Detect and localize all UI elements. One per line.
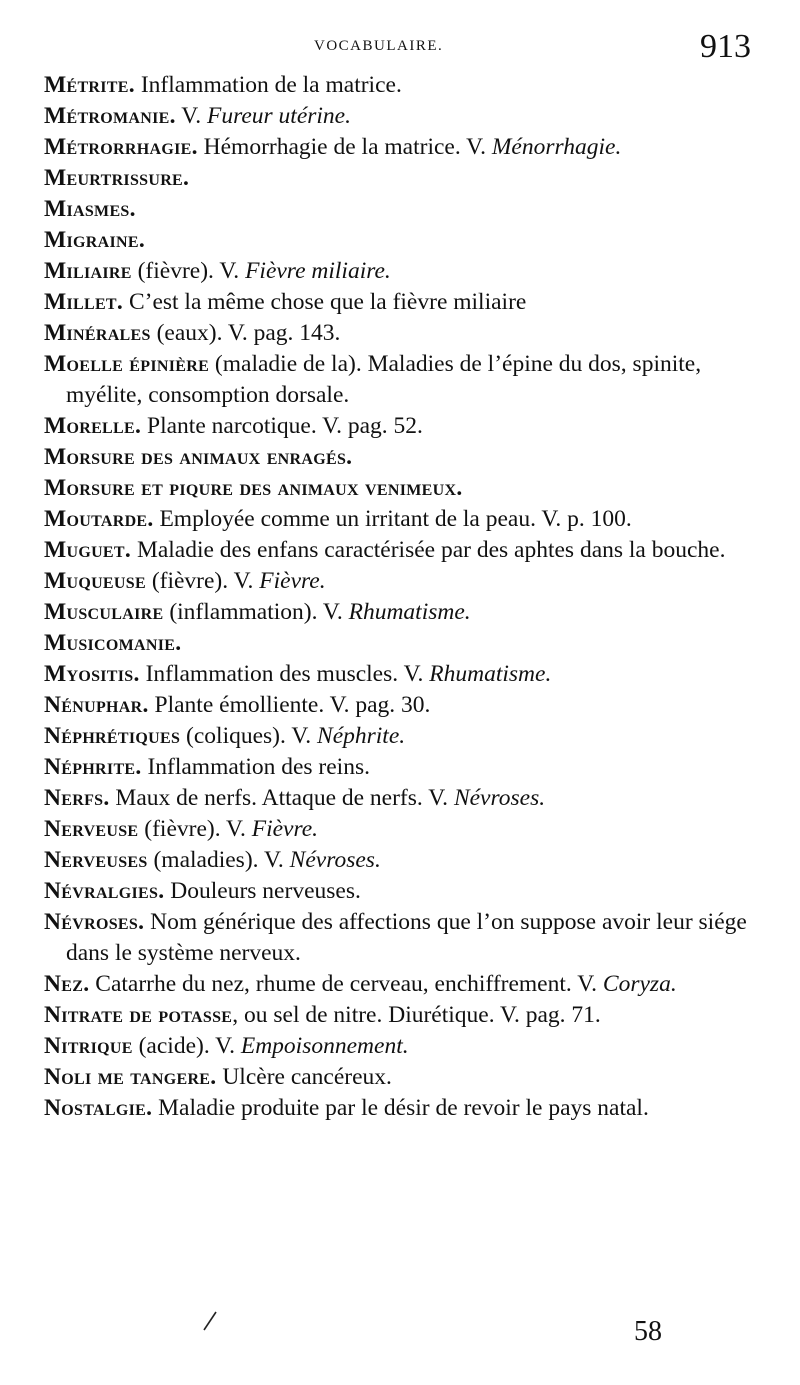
- glossary-entry: [44, 876, 764, 907]
- entry-cross-reference: Fièvre.: [259, 568, 326, 594]
- entry-headword: Métrite.: [44, 72, 135, 98]
- entry-definition: (fièvre). V.: [145, 568, 260, 594]
- glossary-entry: [44, 1031, 764, 1062]
- entry-headword: Nerveuse: [44, 816, 139, 842]
- entry-definition: Inflammation de la matrice.: [134, 72, 402, 98]
- entry-headword: Muqueuse: [44, 568, 146, 594]
- entry-definition: , ou sel de nitre. Diurétique. V. pag. 71.: [232, 1002, 601, 1028]
- glossary-entry: [44, 132, 764, 163]
- glossary-entry: [44, 628, 764, 659]
- entry-cross-reference: Névroses.: [289, 847, 381, 873]
- glossary-entry: [44, 845, 764, 876]
- glossary-entry: [44, 721, 764, 752]
- glossary-entries: [44, 70, 764, 1124]
- entry-headword: Morelle.: [44, 413, 142, 439]
- entry-headword: Musicomanie.: [44, 630, 182, 656]
- entry-headword: Millet.: [44, 289, 124, 315]
- entry-headword: Nitrate de potasse: [44, 1002, 233, 1028]
- entry-headword: Morsure des animaux enragés.: [44, 444, 353, 470]
- entry-definition: (maladie de la). Maladies de l’épine du dos, spinite, myélite, consomption dorsale.: [66, 351, 702, 408]
- entry-definition: (maladies). V.: [147, 847, 290, 873]
- entry-definition: Inflammation des muscles. V.: [139, 661, 430, 687]
- glossary-entry: [44, 194, 764, 225]
- entry-definition: (fièvre). V.: [131, 258, 246, 284]
- running-head: VOCABULAIRE.: [314, 38, 444, 54]
- entry-definition: Catarrhe du nez, rhume de cerveau, enchiffrement. V.: [89, 971, 603, 997]
- entry-definition: (coliques). V.: [180, 723, 318, 749]
- entry-definition: Nom générique des affections que l’on suppose avoir leur siége dans le système nerveux.: [66, 909, 747, 966]
- entry-headword: Nostalgie.: [44, 1095, 153, 1121]
- entry-headword: Nénuphar.: [44, 692, 149, 718]
- entry-headword: Nerfs.: [44, 785, 110, 811]
- entry-headword: Musculaire: [44, 599, 164, 625]
- glossary-entry: [44, 473, 764, 504]
- entry-headword: Nerveuses: [44, 847, 148, 873]
- entry-definition: (acide). V.: [132, 1033, 241, 1059]
- glossary-entry: [44, 659, 764, 690]
- entry-headword: Noli me tangere.: [44, 1064, 217, 1090]
- glossary-entry: [44, 814, 764, 845]
- entry-headword: Migraine.: [44, 227, 145, 253]
- entry-definition: Inflammation des reins.: [141, 754, 370, 780]
- entry-cross-reference: Névroses.: [453, 785, 546, 811]
- entry-cross-reference: Ménorrhagie.: [491, 134, 622, 160]
- entry-definition: (fièvre). V.: [138, 816, 252, 842]
- glossary-entry: [44, 318, 764, 349]
- glossary-entry: [44, 1062, 764, 1093]
- entry-headword: Néphrite.: [44, 754, 142, 780]
- entry-headword: Meurtrissure.: [44, 165, 190, 191]
- entry-definition: Maladie des enfans caractérisée par des aphtes dans la bouche.: [131, 537, 726, 563]
- page-header: [0, 28, 800, 66]
- entry-headword: Nitrique: [44, 1033, 133, 1059]
- glossary-entry: [44, 442, 764, 473]
- glossary-entry: [44, 70, 764, 101]
- entry-definition: Plante émolliente. V. pag. 30.: [148, 692, 431, 718]
- entry-definition: C’est la même chose que la fièvre miliaire: [123, 289, 527, 315]
- entry-headword: Myositis.: [44, 661, 140, 687]
- glossary-entry: [44, 566, 764, 597]
- glossary-entry: [44, 287, 764, 318]
- glossary-entry: [44, 1000, 764, 1031]
- entry-headword: Moutarde.: [44, 506, 154, 532]
- glossary-entry: [44, 690, 764, 721]
- entry-definition: Douleurs nerveuses.: [164, 878, 361, 904]
- entry-definition: (inflammation). V.: [163, 599, 349, 625]
- entry-cross-reference: Néphrite.: [317, 723, 406, 749]
- glossary-entry: [44, 907, 764, 969]
- entry-cross-reference: Coryza.: [602, 971, 677, 997]
- entry-headword: Nez.: [44, 971, 90, 997]
- entry-definition: (eaux). V. pag. 143.: [150, 320, 341, 346]
- entry-headword: Névralgies.: [44, 878, 165, 904]
- glossary-entry: [44, 535, 764, 566]
- entry-definition: Employée comme un irritant de la peau. V. p. 100.: [153, 506, 632, 532]
- pen-stroke-mark: [200, 1310, 220, 1332]
- entry-headword: Moelle épinière: [44, 351, 210, 377]
- glossary-entry: [44, 256, 764, 287]
- entry-headword: Miasmes.: [44, 196, 136, 222]
- entry-headword: Minérales: [44, 320, 151, 346]
- entry-definition: Ulcère cancéreux.: [216, 1064, 392, 1090]
- glossary-entry: [44, 349, 764, 411]
- glossary-entry: [44, 411, 764, 442]
- glossary-entry: [44, 163, 764, 194]
- glossary-entry: [44, 597, 764, 628]
- entry-headword: Névroses.: [44, 909, 145, 935]
- entry-headword: Néphrétiques: [44, 723, 181, 749]
- entry-definition: Hémorrhagie de la matrice. V.: [197, 134, 492, 160]
- entry-headword: Miliaire: [44, 258, 132, 284]
- signature-mark: 58: [634, 1316, 662, 1347]
- glossary-entry: [44, 783, 764, 814]
- glossary-entry: [44, 1093, 764, 1124]
- glossary-entry: [44, 225, 764, 256]
- entry-headword: Muguet.: [44, 537, 132, 563]
- entry-cross-reference: Fièvre miliaire.: [245, 258, 391, 284]
- glossary-entry: [44, 504, 764, 535]
- entry-cross-reference: Empoisonnement.: [240, 1033, 409, 1059]
- glossary-entry: [44, 101, 764, 132]
- entry-cross-reference: Fièvre.: [251, 816, 319, 842]
- entry-cross-reference: Fureur utérine.: [206, 103, 351, 129]
- entry-headword: Morsure et piqure des animaux venimeux.: [44, 475, 463, 501]
- entry-definition: Plante narcotique. V. pag. 52.: [141, 413, 423, 439]
- glossary-entry: [44, 752, 764, 783]
- entry-headword: Métrorrhagie.: [44, 134, 198, 160]
- entry-definition: Maux de nerfs. Attaque de nerfs. V.: [109, 785, 454, 811]
- entry-cross-reference: Rhumatisme.: [429, 661, 552, 687]
- glossary-entry: [44, 969, 764, 1000]
- page-number: 913: [700, 28, 751, 65]
- entry-cross-reference: Rhumatisme.: [348, 599, 471, 625]
- entry-definition: V.: [175, 103, 207, 129]
- entry-definition: Maladie produite par le désir de revoir le pays natal.: [152, 1095, 649, 1121]
- entry-headword: Métromanie.: [44, 103, 176, 129]
